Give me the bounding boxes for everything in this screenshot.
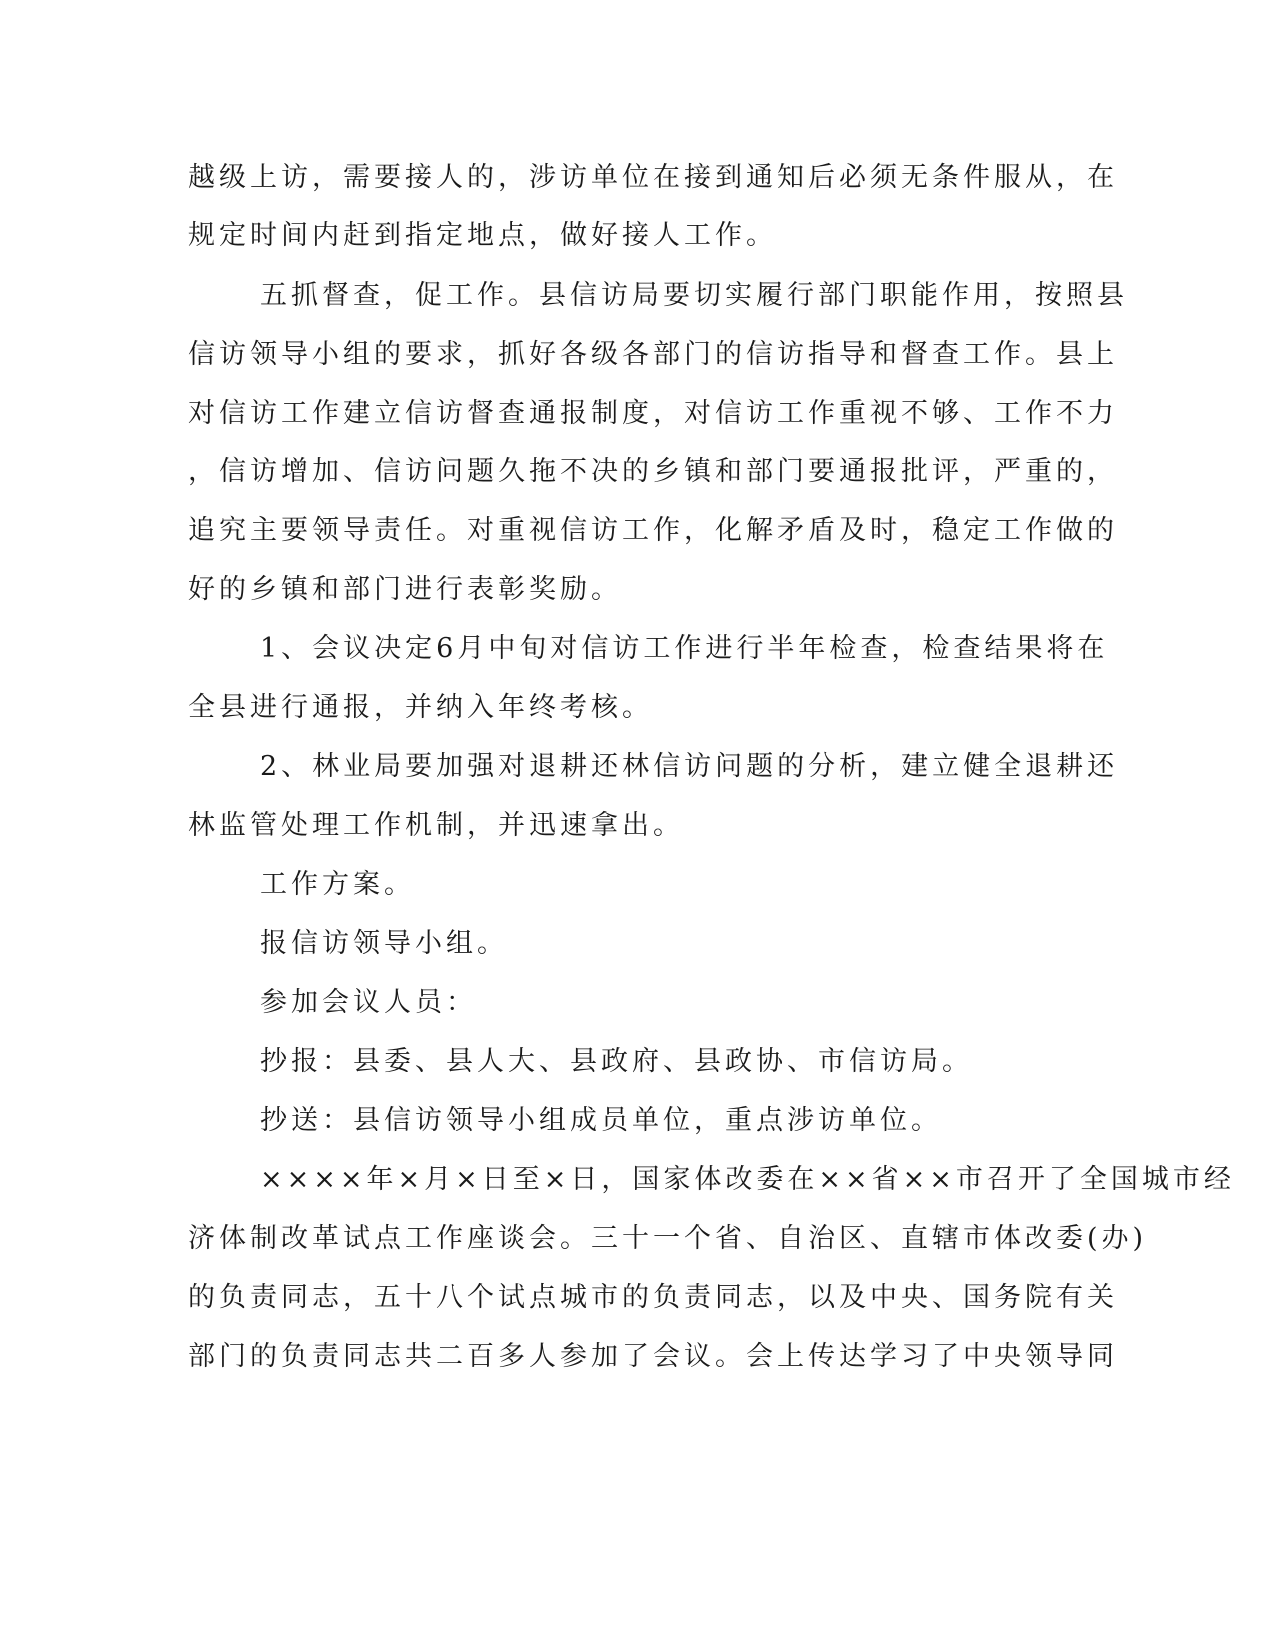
text-line: ，信访增加、信访问题久拖不决的乡镇和部门要通报批评，严重的， <box>188 456 1118 487</box>
paragraph-first-line: 工作方案。 <box>260 869 415 900</box>
text-line: 信访领导小组的要求，抓好各级各部门的信访指导和督查工作。县上 <box>188 339 1118 370</box>
text-line: 全县进行通报，并纳入年终考核。 <box>188 692 653 723</box>
paragraph-first-line: ××××年×月×日至×日，国家体改委在××省××市召开了全国城市经 <box>260 1164 1235 1195</box>
paragraph-first-line: 五抓督查，促工作。县信访局要切实履行部门职能作用，按照县 <box>260 280 1128 311</box>
paragraph-first-line: 参加会议人员： <box>260 987 477 1018</box>
text-line: 规定时间内赶到指定地点，做好接人工作。 <box>188 220 777 251</box>
paragraph-first-line: 2、林业局要加强对退耕还林信访问题的分析，建立健全退耕还 <box>260 751 1119 782</box>
text-line: 好的乡镇和部门进行表彰奖励。 <box>188 574 622 605</box>
text-line: 越级上访，需要接人的，涉访单位在接到通知后必须无条件服从，在 <box>188 162 1118 193</box>
text-line: 部门的负责同志共二百多人参加了会议。会上传达学习了中央领导同 <box>188 1341 1118 1372</box>
text-line: 追究主要领导责任。对重视信访工作，化解矛盾及时，稳定工作做的 <box>188 515 1118 546</box>
text-line: 林监管处理工作机制，并迅速拿出。 <box>188 810 684 841</box>
paragraph-first-line: 抄送：县信访领导小组成员单位，重点涉访单位。 <box>260 1105 942 1136</box>
paragraph-first-line: 抄报：县委、县人大、县政府、县政协、市信访局。 <box>260 1046 973 1077</box>
paragraph-first-line: 报信访领导小组。 <box>260 928 508 959</box>
paragraph-first-line: 1、会议决定6月中旬对信访工作进行半年检查，检查结果将在 <box>260 633 1109 664</box>
text-line: 的负责同志，五十八个试点城市的负责同志，以及中央、国务院有关 <box>188 1282 1118 1313</box>
text-line: 对信访工作建立信访督查通报制度，对信访工作重视不够、工作不力 <box>188 398 1118 429</box>
text-line: 济体制改革试点工作座谈会。三十一个省、自治区、直辖市体改委(办) <box>188 1223 1148 1254</box>
